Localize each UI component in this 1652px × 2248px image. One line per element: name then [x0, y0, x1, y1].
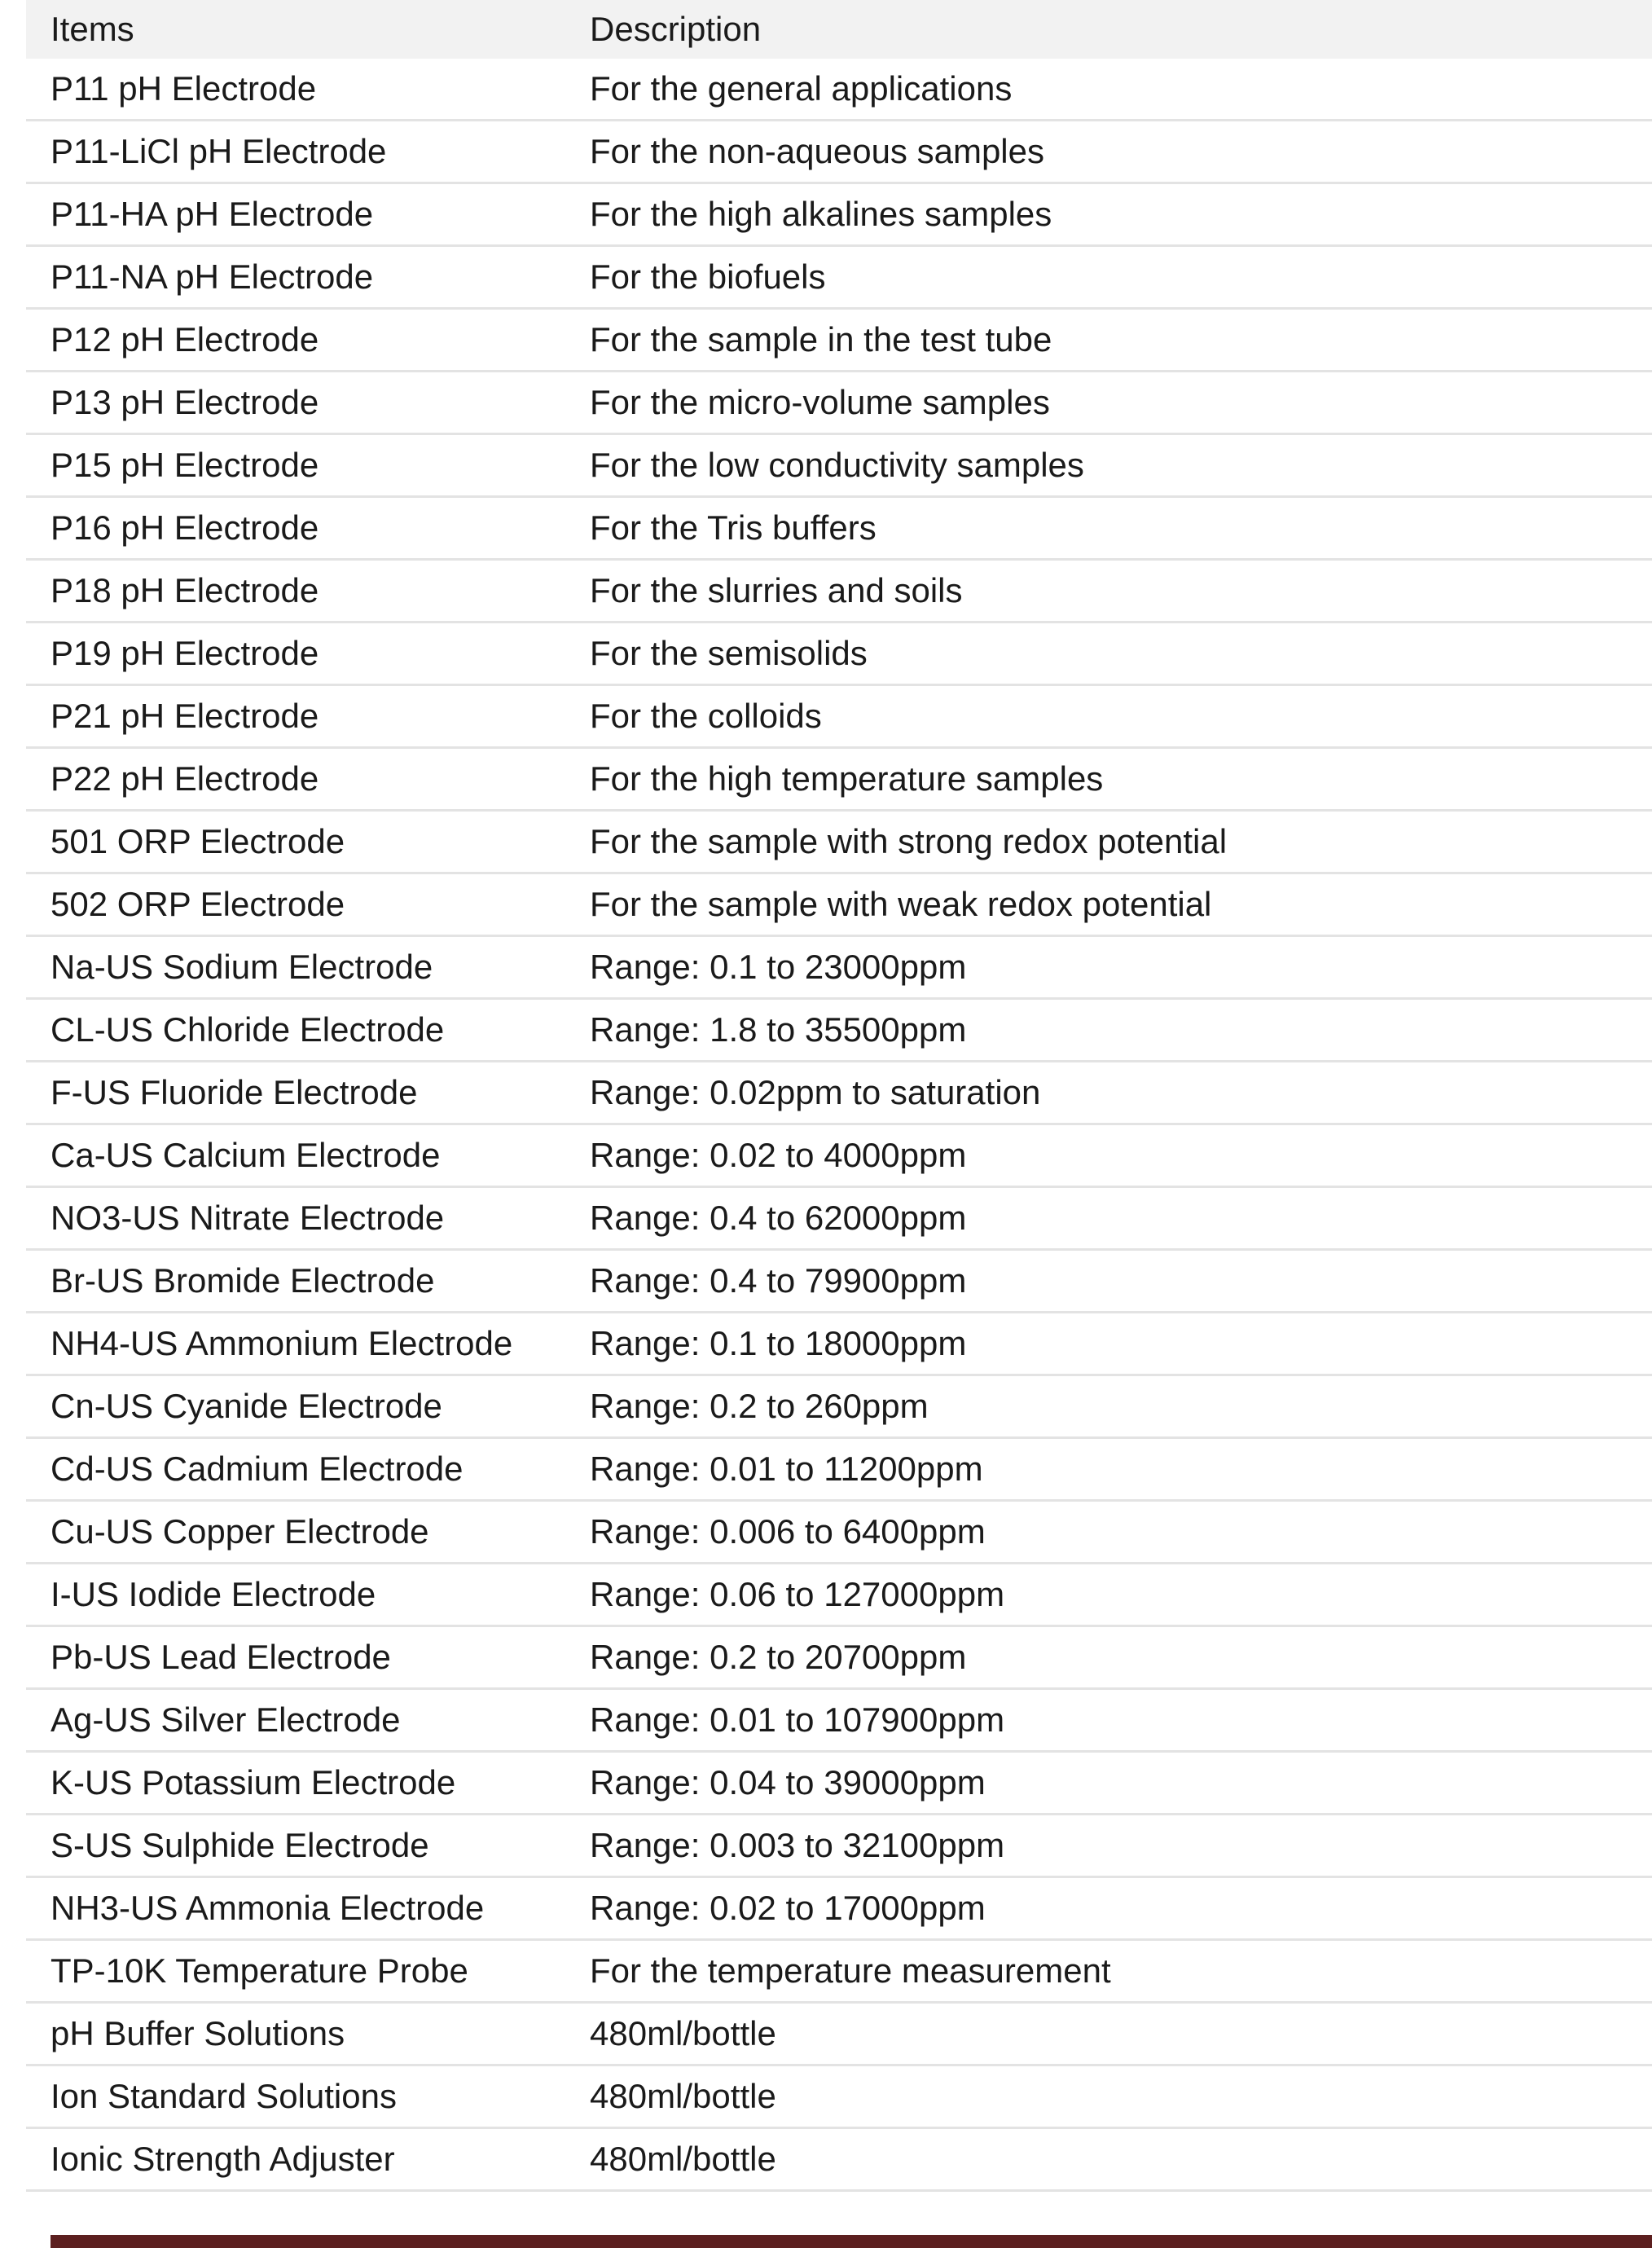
table-row	[26, 1941, 1652, 2004]
item-cell: 501 ORP Electrode	[51, 822, 345, 860]
description-cell: For the biofuels	[590, 257, 826, 296]
description-cell: Range: 0.01 to 107900ppm	[590, 1700, 1005, 1739]
item-cell: Cu-US Copper Electrode	[51, 1512, 429, 1551]
table-row	[26, 874, 1652, 937]
column-header-items: Items	[51, 10, 134, 48]
item-cell: Br-US Bromide Electrode	[51, 1261, 435, 1300]
description-cell: Range: 0.2 to 260ppm	[590, 1387, 929, 1425]
description-cell: Range: 0.02ppm to saturation	[590, 1073, 1041, 1111]
table-row	[26, 1313, 1652, 1376]
item-cell: P13 pH Electrode	[51, 383, 319, 421]
item-cell: P19 pH Electrode	[51, 634, 319, 672]
table-row	[26, 247, 1652, 310]
table-row	[26, 1690, 1652, 1753]
description-cell: For the sample with weak redox potential	[590, 885, 1212, 923]
item-cell: Cn-US Cyanide Electrode	[51, 1387, 442, 1425]
table-row	[26, 1627, 1652, 1690]
description-cell: Range: 0.4 to 79900ppm	[590, 1261, 967, 1300]
item-cell: P11-HA pH Electrode	[51, 195, 374, 233]
item-cell: P11 pH Electrode	[51, 69, 317, 108]
table-row	[26, 623, 1652, 686]
item-cell: CL-US Chloride Electrode	[51, 1010, 445, 1049]
description-cell: For the temperature measurement	[590, 1951, 1111, 1990]
item-cell: F-US Fluoride Electrode	[51, 1073, 418, 1111]
item-cell: S-US Sulphide Electrode	[51, 1826, 429, 1864]
item-cell: Ionic Strength Adjuster	[51, 2140, 395, 2178]
item-cell: K-US Potassium Electrode	[51, 1763, 456, 1801]
description-cell: Range: 0.1 to 23000ppm	[590, 948, 967, 986]
table-row	[26, 121, 1652, 184]
table-body	[26, 59, 1652, 2192]
item-cell: Na-US Sodium Electrode	[51, 948, 433, 986]
item-cell: 502 ORP Electrode	[51, 885, 345, 923]
item-cell: Ca-US Calcium Electrode	[51, 1136, 441, 1174]
description-cell: 480ml/bottle	[590, 2014, 776, 2052]
item-cell: NH3-US Ammonia Electrode	[51, 1889, 485, 1927]
table-row	[26, 937, 1652, 1000]
description-cell: Range: 0.1 to 18000ppm	[590, 1324, 967, 1362]
accessories-table	[26, 0, 1652, 2192]
table-row	[26, 1753, 1652, 1815]
description-cell: Range: 0.04 to 39000ppm	[590, 1763, 986, 1801]
item-cell: NH4-US Ammonium Electrode	[51, 1324, 513, 1362]
table-row	[26, 59, 1652, 121]
item-cell: NO3-US Nitrate Electrode	[51, 1199, 445, 1237]
table-row	[26, 749, 1652, 812]
description-cell: Range: 0.4 to 62000ppm	[590, 1199, 967, 1237]
table-row	[26, 184, 1652, 247]
item-cell: P21 pH Electrode	[51, 697, 319, 735]
description-cell: For the slurries and soils	[590, 571, 963, 609]
item-cell: P18 pH Electrode	[51, 571, 319, 609]
table-row	[26, 498, 1652, 561]
description-cell: For the semisolids	[590, 634, 868, 672]
description-cell: For the sample with strong redox potential	[590, 822, 1228, 860]
item-cell: Pb-US Lead Electrode	[51, 1638, 391, 1676]
table-row	[26, 310, 1652, 372]
table-row	[26, 812, 1652, 874]
description-cell: Range: 0.01 to 11200ppm	[590, 1450, 983, 1488]
description-cell: Range: 1.8 to 35500ppm	[590, 1010, 967, 1049]
item-cell: P12 pH Electrode	[51, 320, 319, 359]
item-cell: Ag-US Silver Electrode	[51, 1700, 401, 1739]
footer-bar	[51, 2235, 1652, 2248]
item-cell: P11-LiCl pH Electrode	[51, 132, 387, 170]
item-cell: pH Buffer Solutions	[51, 2014, 345, 2052]
table-row	[26, 1062, 1652, 1125]
item-cell: Ion Standard Solutions	[51, 2077, 397, 2115]
table-row	[26, 1188, 1652, 1251]
item-cell: TP-10K Temperature Probe	[51, 1951, 468, 1990]
description-cell: For the high temperature samples	[590, 759, 1104, 798]
description-cell: Range: 0.02 to 17000ppm	[590, 1889, 986, 1927]
description-cell: 480ml/bottle	[590, 2077, 776, 2115]
table-row	[26, 1251, 1652, 1313]
table-row	[26, 1815, 1652, 1878]
table-row	[26, 686, 1652, 749]
table-row	[26, 372, 1652, 435]
description-cell: Range: 0.02 to 4000ppm	[590, 1136, 967, 1174]
table-row	[26, 435, 1652, 498]
item-cell: P15 pH Electrode	[51, 446, 319, 484]
description-cell: For the sample in the test tube	[590, 320, 1052, 359]
table-row	[26, 561, 1652, 623]
description-cell: Range: 0.2 to 20700ppm	[590, 1638, 967, 1676]
table-row	[26, 2066, 1652, 2129]
item-cell: Cd-US Cadmium Electrode	[51, 1450, 464, 1488]
description-cell: Range: 0.003 to 32100ppm	[590, 1826, 1005, 1864]
table-row	[26, 2129, 1652, 2192]
item-cell: P22 pH Electrode	[51, 759, 319, 798]
description-cell: 480ml/bottle	[590, 2140, 776, 2178]
description-cell: For the non-aqueous samples	[590, 132, 1044, 170]
description-cell: For the general applications	[590, 69, 1013, 108]
table-row	[26, 1376, 1652, 1439]
table-row	[26, 1564, 1652, 1627]
table-row	[26, 1439, 1652, 1502]
item-cell: I-US Iodide Electrode	[51, 1575, 376, 1613]
description-cell: For the low conductivity samples	[590, 446, 1084, 484]
description-cell: Range: 0.006 to 6400ppm	[590, 1512, 986, 1551]
table-row	[26, 1878, 1652, 1941]
table-header-row	[26, 0, 1652, 59]
column-header-description: Description	[590, 10, 762, 48]
table-row	[26, 1502, 1652, 1564]
description-cell: Range: 0.06 to 127000ppm	[590, 1575, 1005, 1613]
table-row	[26, 2004, 1652, 2066]
table-row	[26, 1000, 1652, 1062]
description-cell: For the high alkalines samples	[590, 195, 1052, 233]
description-cell: For the Tris buffers	[590, 508, 877, 547]
item-cell: P16 pH Electrode	[51, 508, 319, 547]
item-cell: P11-NA pH Electrode	[51, 257, 374, 296]
description-cell: For the micro-volume samples	[590, 383, 1050, 421]
description-cell: For the colloids	[590, 697, 822, 735]
table-row	[26, 1125, 1652, 1188]
